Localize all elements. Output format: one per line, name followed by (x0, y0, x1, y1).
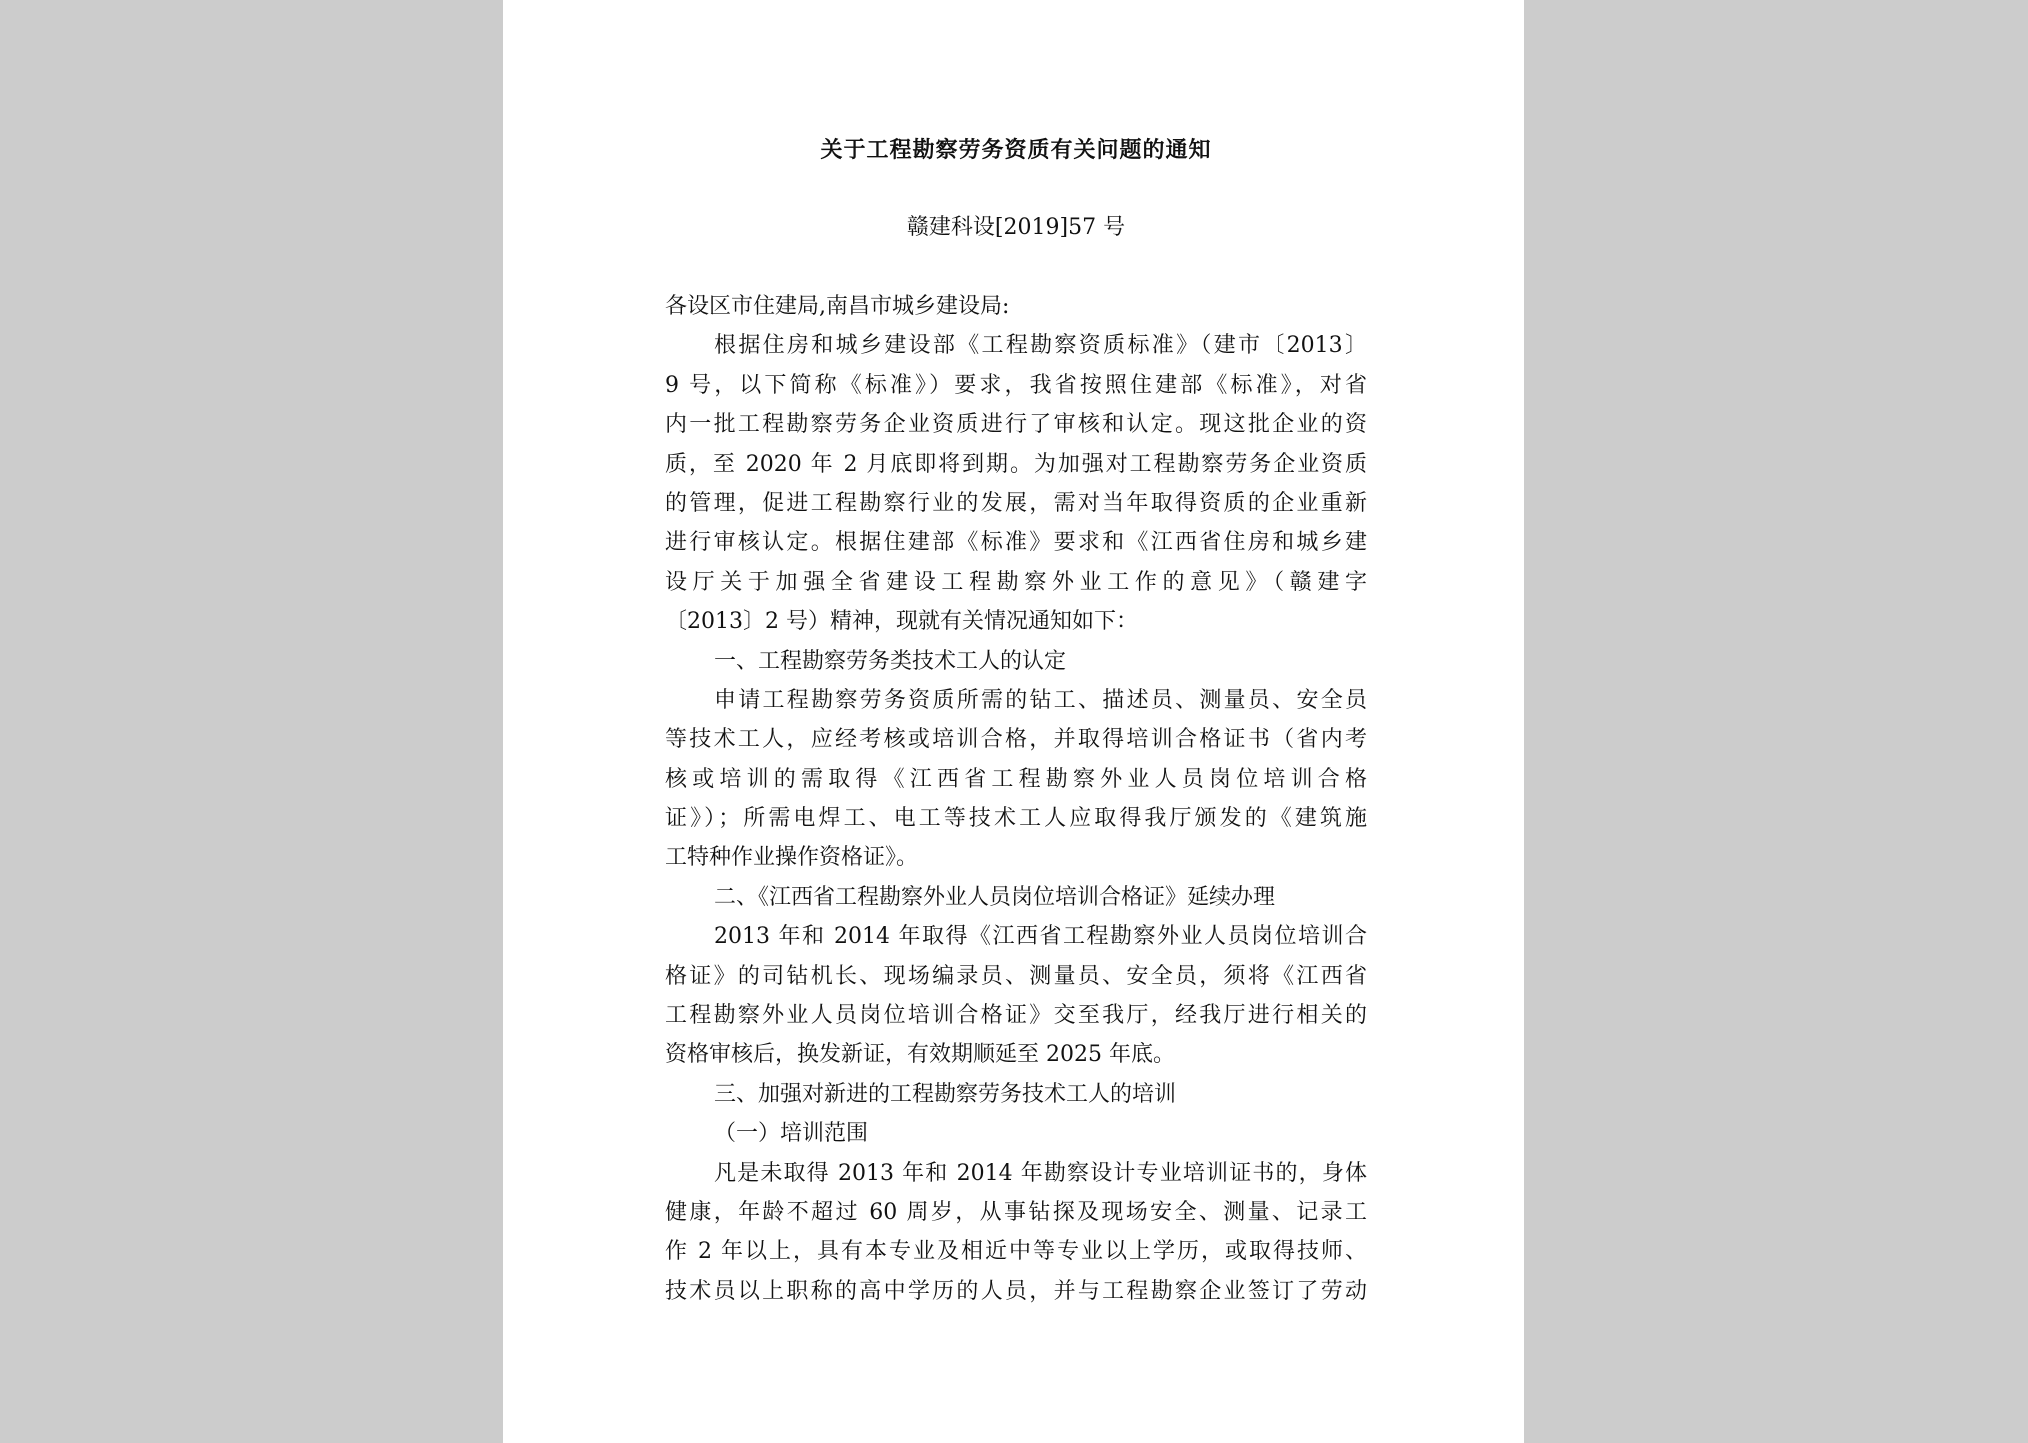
document-number: 赣建科设[2019]57 号 (906, 215, 1126, 240)
text-line: 作 2 年以上，具有本专业及相近中等专业以上学历，或取得技师、 (665, 1239, 1367, 1265)
text-line: 根据住房和城乡建设部《工程勘察资质标准》（建市〔2013〕 (714, 333, 1367, 359)
text-line: 凡是未取得 2013 年和 2014 年勘察设计专业培训证书的，身体 (714, 1160, 1367, 1186)
text-line: 证》）；所需电焊工、电工等技术工人应取得我厅颁发的《建筑施 (665, 806, 1367, 832)
text-line: （一）培训范围 (714, 1121, 869, 1147)
document-page (503, 0, 1524, 1443)
text-line: 进行审核认定。根据住建部《标准》要求和《江西省住房和城乡建 (665, 530, 1367, 556)
document-body (665, 287, 1367, 1311)
text-line: 健康，年龄不超过 60 周岁，从事钻探及现场安全、测量、记录工 (665, 1199, 1367, 1225)
text-line: 工特种作业操作资格证》。 (665, 845, 919, 871)
text-line: 二、《江西省工程勘察外业人员岗位培训合格证》延续办理 (714, 884, 1276, 910)
text-line: 资格审核后，换发新证，有效期顺延至 2025 年底。 (665, 1042, 1175, 1068)
text-line: 格证》的司钻机长、现场编录员、测量员、安全员，须将《江西省 (665, 963, 1367, 989)
text-line: 的管理，促进工程勘察行业的发展，需对当年取得资质的企业重新 (665, 490, 1367, 516)
text-line: 申请工程勘察劳务资质所需的钻工、描述员、测量员、安全员 (714, 687, 1367, 713)
document-title: 关于工程勘察劳务资质有关问题的通知 (820, 137, 1212, 163)
text-line: 等技术工人，应经考核或培训合格，并取得培训合格证书（省内考 (665, 727, 1367, 753)
text-line: 设厅关于加强全省建设工程勘察外业工作的意见》（赣建字 (665, 569, 1367, 595)
text-line: 〔2013〕2 号）精神，现就有关情况通知如下： (665, 609, 1138, 635)
text-line: 三、加强对新进的工程勘察劳务技术工人的培训 (714, 1081, 1177, 1107)
text-line: 2013 年和 2014 年取得《江西省工程勘察外业人员岗位培训合 (714, 924, 1367, 950)
text-line: 技术员以上职称的高中学历的人员，并与工程勘察企业签订了劳动 (665, 1278, 1367, 1304)
text-line: 内一批工程勘察劳务企业资质进行了审核和认定。现这批企业的资 (665, 412, 1367, 438)
text-line: 核或培训的需取得《江西省工程勘察外业人员岗位培训合格 (665, 766, 1367, 792)
text-line: 质，至 2020 年 2 月底即将到期。为加强对工程勘察劳务企业资质 (665, 451, 1367, 477)
text-line: 一、工程勘察劳务类技术工人的认定 (714, 648, 1067, 674)
text-line: 9 号，以下简称《标准》）要求，我省按照住建部《标准》，对省 (665, 372, 1367, 398)
text-line: 工程勘察外业人员岗位培训合格证》交至我厅，经我厅进行相关的 (665, 1003, 1367, 1029)
text-line: 各设区市住建局,南昌市城乡建设局: (665, 294, 1010, 319)
